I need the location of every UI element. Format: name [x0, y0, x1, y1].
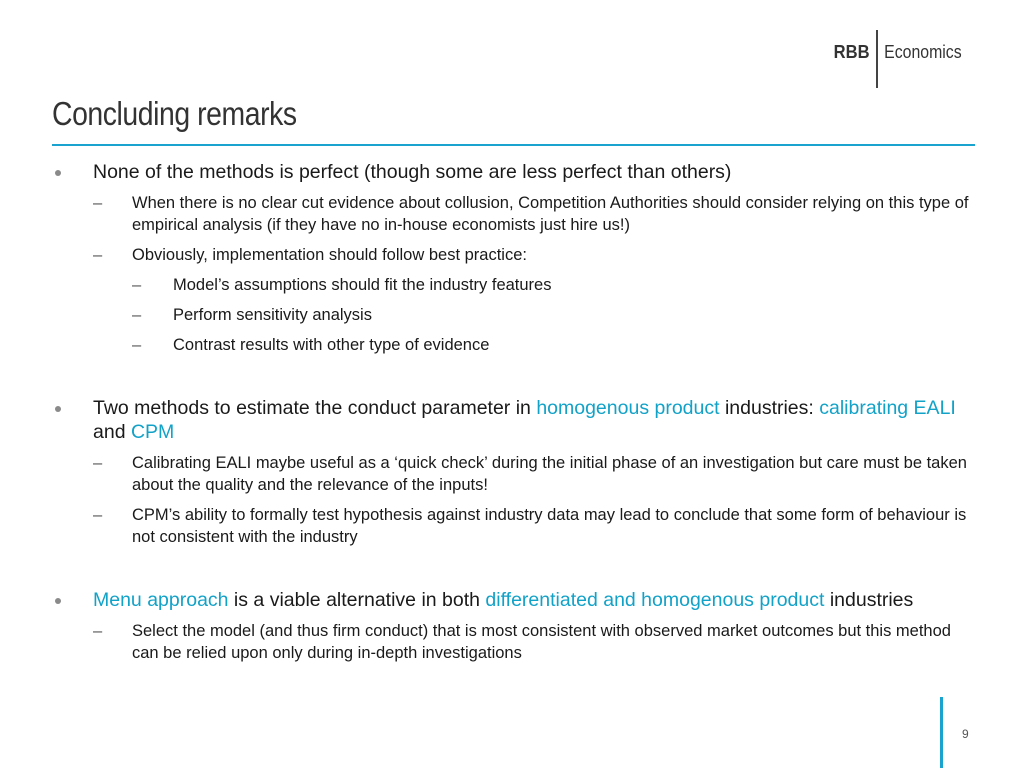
dash-icon: – [93, 506, 103, 524]
bullet-text: is a viable alternative in both [228, 589, 486, 611]
sub-bullet [50, 504, 975, 548]
sub-sub-bullet-text: Contrast results with other type of evidence [173, 336, 490, 354]
highlight-differentiated-homogenous: differentiated and homogenous product [485, 589, 825, 611]
highlight-calibrating-eali: calibrating EALI [819, 397, 956, 419]
bullet-text: None of the methods is perfect (though some are less perfect than others) [93, 161, 732, 183]
bullet-text: industries: [719, 397, 820, 419]
bullet-dot-icon [55, 598, 61, 604]
bullet-methods-imperfect [50, 160, 975, 184]
bullet-dot-icon [55, 170, 61, 176]
sub-bullet [50, 620, 975, 664]
dash-icon: – [93, 454, 103, 472]
sub-sub-bullet [50, 334, 975, 356]
spacer [50, 356, 975, 396]
sub-bullet-text: Obviously, implementation should follow best practice: [132, 246, 527, 264]
sub-bullet-text: When there is no clear cut evidence about collusion, Competition Authorities should consider relying on this type of empirical analysis (if they have no in-house economists just hire us!) [132, 194, 969, 234]
slide-content [50, 160, 975, 664]
bullet-dot-icon [55, 406, 61, 412]
bullet-text: and [93, 421, 131, 443]
sub-sub-bullet-text: Perform sensitivity analysis [173, 306, 372, 324]
highlight-cpm: CPM [130, 421, 175, 443]
logo-brand: RBB [833, 41, 870, 62]
sub-bullet-text: CPM’s ability to formally test hypothesis against industry data may lead to conclude that some form of behaviour is not consistent with the industry [132, 506, 967, 546]
company-logo [830, 30, 973, 88]
dash-icon: – [132, 306, 142, 324]
sub-bullet-text: Calibrating EALI maybe useful as a ‘quick check’ during the initial phase of an investigation but care must be taken about the quality and the relevance of the inputs! [132, 454, 967, 494]
dash-icon: – [132, 336, 142, 354]
sub-sub-bullet [50, 274, 975, 296]
highlight-menu-approach: Menu approach [93, 589, 229, 611]
footer-accent-bar [940, 697, 943, 768]
bullet-menu-approach [50, 588, 975, 612]
bullet-text: industries [824, 589, 914, 611]
dash-icon: – [93, 246, 103, 264]
sub-bullet-text: Select the model (and thus firm conduct) that is most consistent with observed market outcomes but this method can be relied upon only during in-depth investigations [132, 622, 951, 662]
dash-icon: – [93, 194, 103, 212]
highlight-homogenous-product: homogenous product [536, 397, 720, 419]
title-underline [52, 144, 975, 146]
logo-subtitle: Economics [884, 41, 962, 62]
slide-title: Concluding remarks [52, 95, 297, 132]
spacer [50, 548, 975, 588]
sub-bullet [50, 192, 975, 236]
bullet-text: Two methods to estimate the conduct parameter in [93, 397, 537, 419]
sub-bullet [50, 452, 975, 496]
bullet-two-methods [50, 396, 975, 444]
dash-icon: – [132, 276, 142, 294]
sub-sub-bullet [50, 304, 975, 326]
dash-icon: – [93, 622, 103, 640]
page-number: 9 [962, 727, 969, 741]
sub-sub-bullet-text: Model’s assumptions should fit the industry features [173, 276, 552, 294]
sub-bullet [50, 244, 975, 266]
